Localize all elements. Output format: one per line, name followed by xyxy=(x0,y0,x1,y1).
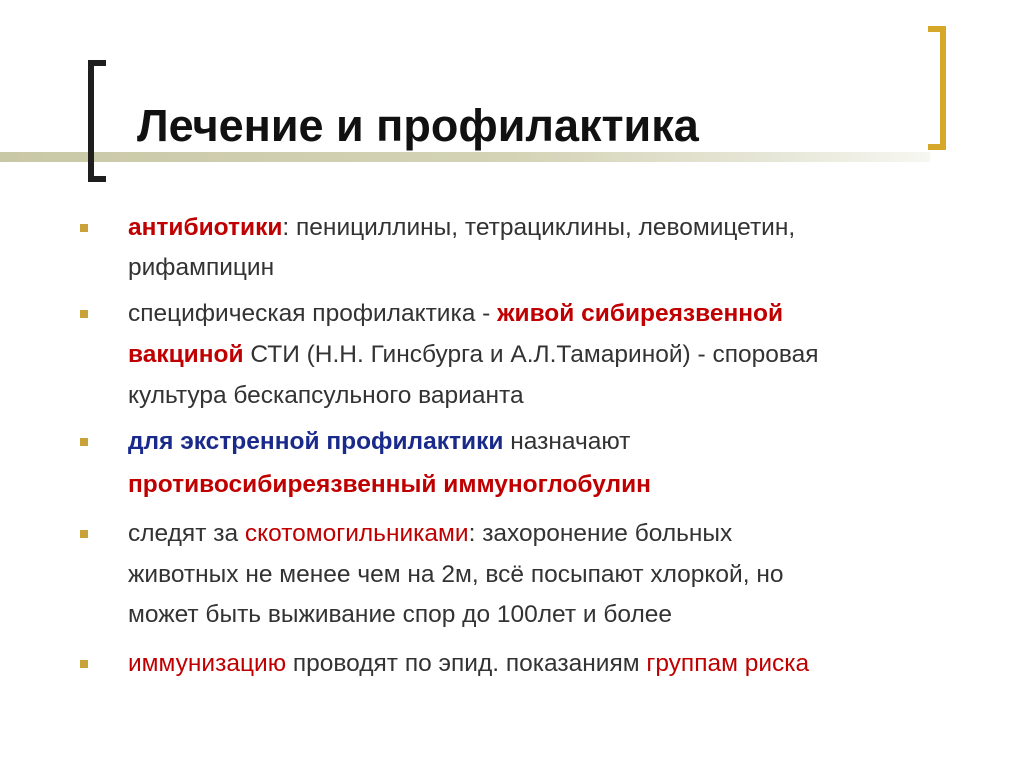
item-line xyxy=(128,302,783,327)
item-text: СТИ (Н.Н. Гинсбурга и А.Л.Тамариной) - споровая xyxy=(243,341,819,368)
slide-title: Лечение и профилактика xyxy=(137,100,699,151)
item-text: : пенициллины, тетрациклины, левомицетин, xyxy=(282,214,796,241)
item-line xyxy=(128,652,809,677)
item-line xyxy=(128,216,795,241)
square-bullet-icon xyxy=(80,530,88,538)
item-line xyxy=(128,430,630,455)
item-line xyxy=(128,343,819,368)
item-line xyxy=(128,384,524,409)
item-text: животных не менее чем на 2м, всё посыпают хлоркой, но xyxy=(128,561,784,588)
term-vaccine: вакциной xyxy=(128,341,244,368)
item-text: культура бескапсульного варианта xyxy=(128,382,524,409)
term-cattle-burial-grounds: скотомогильниками xyxy=(244,520,469,547)
term-risk-groups: группам риска xyxy=(646,650,810,677)
term-antibiotics: антибиотики xyxy=(128,214,283,241)
item-text: : захоронение больных xyxy=(468,520,733,547)
item-line xyxy=(128,563,784,588)
term-immunoglobulin: противосибиреязвенный иммуноглобулин xyxy=(128,471,651,498)
item-line xyxy=(128,603,672,628)
term-immunization: иммунизацию xyxy=(128,650,287,677)
square-bullet-icon xyxy=(80,438,88,446)
item-text: проводят по эпид. показаниям xyxy=(286,650,647,677)
item-line xyxy=(128,473,651,498)
item-text: назначают xyxy=(503,428,631,455)
item-line xyxy=(128,256,274,281)
square-bullet-icon xyxy=(80,310,88,318)
item-text: специфическая профилактика - xyxy=(128,300,498,327)
item-text: рифампицин xyxy=(128,254,275,281)
item-line xyxy=(128,522,732,547)
item-text: может быть выживание спор до 100лет и более xyxy=(128,601,673,628)
item-text: следят за xyxy=(128,520,245,547)
term-emergency-prophylaxis: для экстренной профилактики xyxy=(128,428,504,455)
term-live-vaccine: живой сибиреязвенной xyxy=(497,300,784,327)
square-bullet-icon xyxy=(80,660,88,668)
square-bullet-icon xyxy=(80,224,88,232)
